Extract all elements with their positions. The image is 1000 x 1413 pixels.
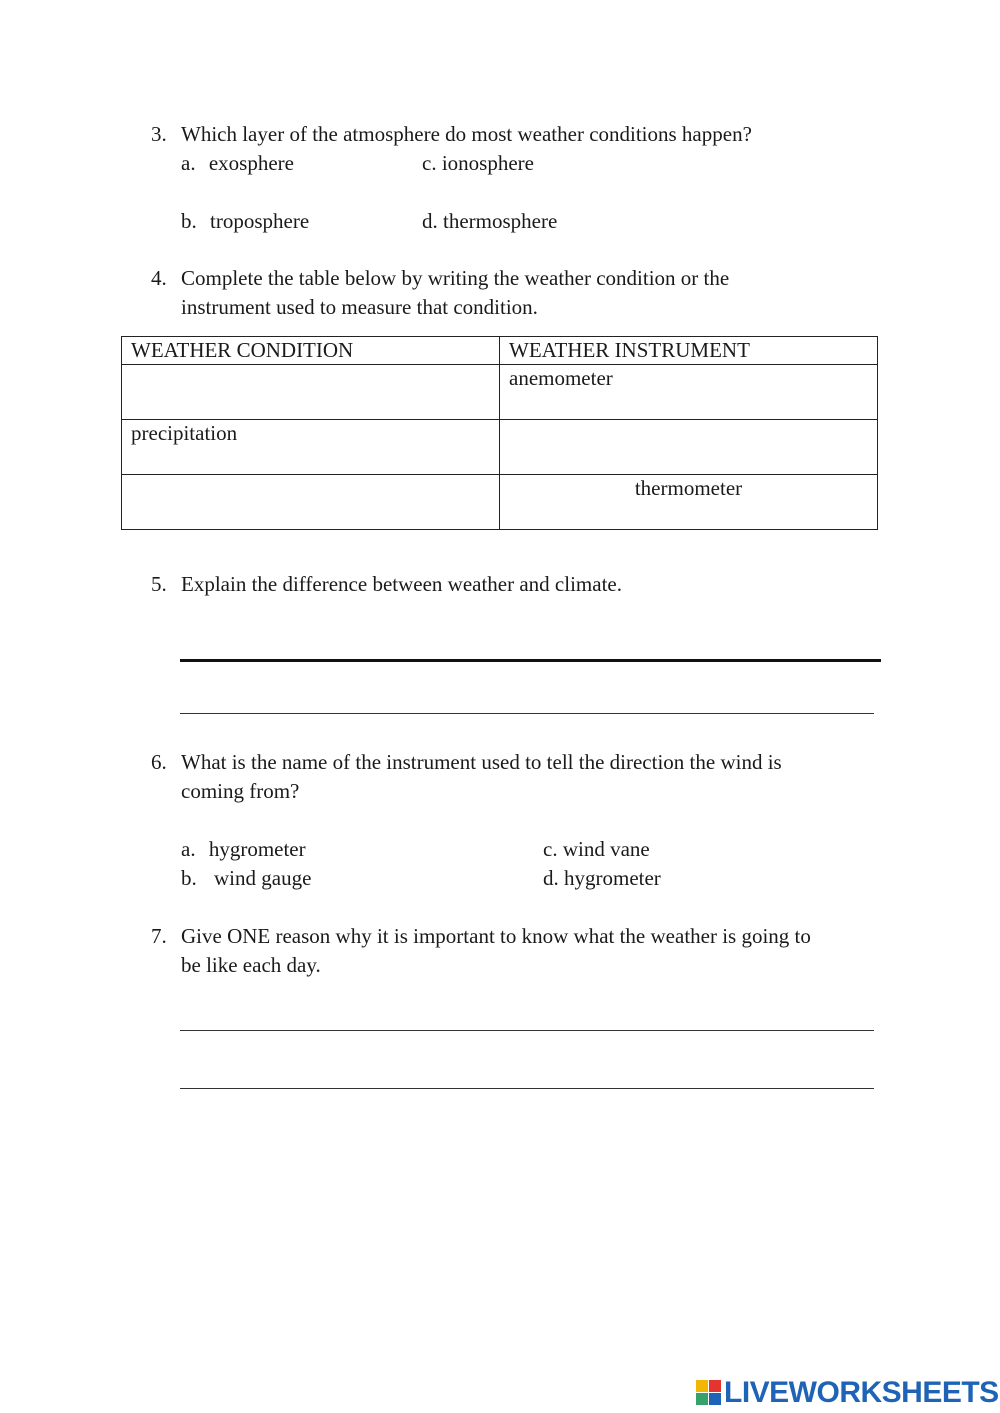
q4-text-line2: instrument used to measure that condition. [181, 295, 538, 319]
table-header-row [122, 337, 878, 365]
q6-text-line1: What is the name of the instrument used to tell the direction the wind is [181, 750, 782, 774]
table-row [122, 365, 878, 420]
q5-answer-line-2[interactable] [180, 713, 874, 714]
table-cell-input[interactable] [122, 475, 500, 530]
q5-text: Explain the difference between weather and climate. [181, 572, 622, 596]
option-letter: a. [181, 151, 196, 175]
q6-text-line2: coming from? [181, 779, 300, 803]
option-text: ionosphere [441, 151, 534, 175]
option-letter: d. [422, 209, 438, 233]
table-cell-input[interactable] [500, 420, 878, 475]
q6-option-d [543, 864, 661, 893]
option-text: wind gauge [214, 866, 312, 890]
q3-text: Which layer of the atmosphere do most weather conditions happen? [181, 122, 752, 146]
q6-option-a [181, 835, 306, 864]
q3-option-d [422, 207, 557, 236]
liveworksheets-logo-icon [696, 1380, 722, 1406]
q6-option-b [181, 864, 311, 893]
header-weather-instrument: WEATHER INSTRUMENT [500, 337, 878, 365]
q3-option-b [181, 207, 309, 236]
q5-answer-line-1[interactable] [180, 659, 881, 662]
q3-number: 3. [151, 122, 167, 146]
q3-option-a [181, 149, 294, 178]
option-letter: c. [422, 151, 437, 175]
option-letter: c. [543, 837, 558, 861]
logo-square-4 [709, 1393, 721, 1405]
option-letter: a. [181, 837, 196, 861]
option-letter: d. [543, 866, 559, 890]
option-text: troposphere [210, 209, 310, 233]
logo-square-2 [709, 1380, 721, 1392]
table-row [122, 475, 878, 530]
logo-square-1 [696, 1380, 708, 1392]
q7-answer-line-2[interactable] [180, 1088, 874, 1089]
table-cell: precipitation [122, 420, 500, 475]
table-cell: thermometer [500, 475, 878, 530]
option-text: thermosphere [443, 209, 558, 233]
q7-number: 7. [151, 924, 167, 948]
option-text: hygrometer [208, 837, 306, 861]
q4-text-line1: Complete the table below by writing the weather condition or the [181, 266, 730, 290]
liveworksheets-brand [696, 1378, 999, 1408]
table-row [122, 420, 878, 475]
header-weather-condition: WEATHER CONDITION [122, 337, 500, 365]
option-text: wind vane [562, 837, 650, 861]
table-cell-input[interactable] [122, 365, 500, 420]
q3-option-c [422, 149, 534, 178]
q6-number: 6. [151, 750, 167, 774]
logo-square-3 [696, 1393, 708, 1405]
weather-table [121, 336, 878, 530]
table-cell: anemometer [500, 365, 878, 420]
brand-name: LIVEWORKSHEETS [724, 1376, 999, 1409]
option-text: exosphere [208, 151, 294, 175]
q6-option-c [543, 835, 650, 864]
option-text: hygrometer [564, 866, 661, 890]
option-letter: b. [181, 866, 197, 890]
q7-text-line1: Give ONE reason why it is important to know what the weather is going to [181, 924, 811, 948]
q7-answer-line-1[interactable] [180, 1030, 874, 1031]
q5-number: 5. [151, 572, 167, 596]
q7-text-line2: be like each day. [181, 953, 321, 977]
option-letter: b. [181, 209, 197, 233]
q4-number: 4. [151, 266, 167, 290]
